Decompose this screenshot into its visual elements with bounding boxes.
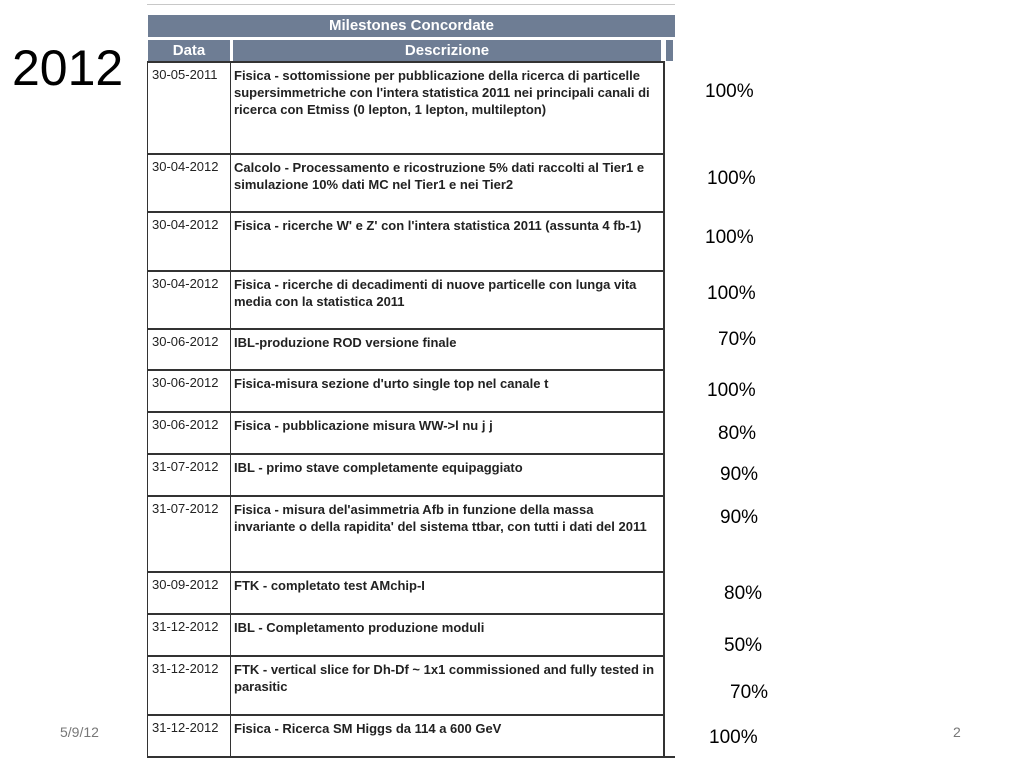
completion-percent: 100% [705,81,754,102]
completion-percent: 50% [724,635,763,656]
row-date: 31-07-2012 [147,455,231,495]
row-date: 30-04-2012 [147,272,231,328]
completion-percent: 70% [730,682,769,703]
row-description: Fisica - pubblicazione misura WW->l nu j j [231,413,665,453]
milestones-table [147,4,675,736]
row-description: IBL - primo stave completamente equipaggiato [231,455,665,495]
table-row [147,655,665,714]
row-date: 30-04-2012 [147,155,231,211]
row-description: Fisica-misura sezione d'urto single top nel canale t [231,371,665,411]
row-date: 30-06-2012 [147,371,231,411]
row-description: FTK - completato test AMchip-I [231,573,665,613]
completion-percent: 100% [707,380,756,401]
row-date: 31-12-2012 [147,716,231,756]
completion-percent: 100% [709,727,758,748]
table-title: Milestones Concordate [148,15,675,37]
table-row [147,411,665,453]
row-description: Fisica - ricerche W' e Z' con l'intera statistica 2011 (assunta 4 fb-1) [231,213,665,270]
row-description: Fisica - sottomissione per pubblicazione della ricerca di particelle supersimmetriche con l'intera statistica 2011 nei principali canali di ricerca con Etmiss (0 lepton, 1 lepton, multilepton) [231,63,665,153]
table-row [147,328,665,369]
slide-year-title: 2012 [12,40,124,96]
row-description: FTK - vertical slice for Dh-Df ~ 1x1 commissioned and fully tested in parasitic [231,657,665,714]
table-row [147,211,665,270]
row-date: 30-09-2012 [147,573,231,613]
completion-percent: 90% [720,507,759,528]
row-date: 31-07-2012 [147,497,231,571]
row-description: Fisica - misura del'asimmetria Afb in funzione della massa invariante o della rapidita' del sistema ttbar, con tutti i dati del 2011 [231,497,665,571]
row-date: 31-12-2012 [147,615,231,655]
table-top-rule [147,4,675,5]
table-header [147,40,675,61]
row-description: IBL-produzione ROD versione finale [231,330,665,369]
completion-percent: 80% [718,423,757,444]
row-date: 30-06-2012 [147,413,231,453]
table-row [147,571,665,613]
table-row [147,613,665,655]
row-date: 31-12-2012 [147,657,231,714]
page-number: 2 [953,724,961,740]
completion-percent: 100% [705,227,754,248]
header-spacer [666,40,673,61]
row-date: 30-06-2012 [147,330,231,369]
completion-percent: 100% [707,283,756,304]
table-row [147,369,665,411]
table-row [147,61,665,153]
row-description: Fisica - ricerche di decadimenti di nuove particelle con lunga vita media con la statistica 2011 [231,272,665,328]
table-row [147,495,665,571]
completion-percent: 70% [718,329,757,350]
completion-percent: 100% [707,168,756,189]
completion-percent: 80% [724,583,763,604]
table-row [147,270,665,328]
header-date: Data [148,40,230,61]
completion-percent: 90% [720,464,759,485]
row-date: 30-05-2011 [147,63,231,153]
row-description: IBL - Completamento produzione moduli [231,615,665,655]
table-bottom-rule [147,756,675,758]
row-description: Calcolo - Processamento e ricostruzione 5% dati raccolti al Tier1 e simulazione 10% dati MC nel Tier1 e nei Tier2 [231,155,665,211]
header-description: Descrizione [233,40,661,61]
table-row [147,453,665,495]
table-row [147,714,665,756]
row-description: Fisica - Ricerca SM Higgs da 114 a 600 GeV [231,716,665,756]
row-date: 30-04-2012 [147,213,231,270]
table-row [147,153,665,211]
footer-date: 5/9/12 [60,724,99,740]
